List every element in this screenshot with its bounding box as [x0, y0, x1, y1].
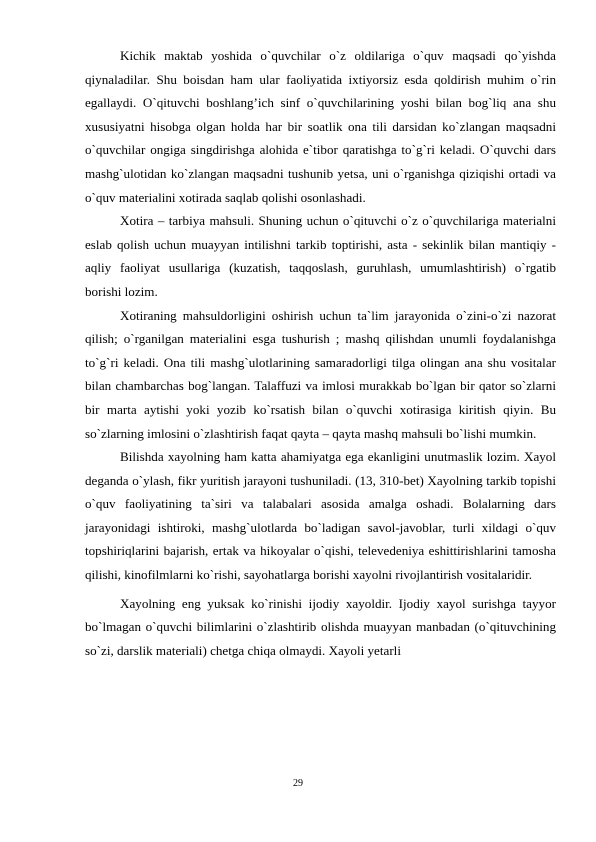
paragraph-memory-upbringing: Xotira – tarbiya mahsuli. Shuning uchun o`qituvchi o`z o`quvchilariga materialni eslab qolish uchun muayyan intilishni tarkib toptirishi, asta - sekinlik bilan mantiqiy - aqliy faoliyat usullariga (kuzatish, taqqoslash, guruhlash, umumlashtirish) o`rgatib borishi lozim. [85, 213, 556, 299]
document-page [85, 44, 556, 662]
paragraph-imagination-role: Bilishda xayolning ham katta ahamiyatga ega ekanligini unutmaslik lozim. Xayol deganda o`ylash, fikr yuritish jarayoni tushuniladi. (13, 310-bet) Xayolning tarkib topishi o`quv faoliyatining ta`siri va talabalari asosida amalga oshadi. Bolalarning dars jarayonidagi ishtiroki, mashg`ulotlarda bo`ladigan savol-javoblar, turli xildagi o`quv topshiriqlarini bajarish, ertak va hikoyalar o`qishi, televedeniya eshittirishlarini tamosha qilishi, kinofilmlarni ko`rishi, sayohatlarga borishi xayolni rivojlantirish vositalaridir. [85, 449, 556, 583]
paragraph-memory-goal: Kichik maktab yoshida o`quvchilar o`z oldilariga o`quv maqsadi qo`yishda qiynaladilar. Shu boisdan ham ular faoliyatida ixtiyorsiz esda qoldirish muhim o`rin egallaydi. O`qituvchi boshlang’ich sinf o`quvchilarining yoshi bilan bog`liq ana shu xususiyatni hisobga olgan holda har bir soatlik ona tili darsidan ko`zlangan maqsadni o`quvchilar ongiga singdirishga alohida e`tibor qaratishga to`g`ri keladi. O`quvchi dars mashg`ulotidan ko`zlangan maqsadni tushunib yetsa, uni o`rganishga qiziqishi ortadi va o`quv materialini xotirada saqlab qolishi osonlashadi. [85, 48, 556, 205]
page-number: 29 [293, 778, 303, 789]
paragraph-memory-productivity: Xotiraning mahsuldorligini oshirish uchun ta`lim jarayonida o`zini-o`zi nazorat qilish; o`rganilgan materialini esga tushurish ; mashq qilishdan unumli foydalanishga to`g`ri keladi. Ona tili mashg`ulotlarining samaradorligi tilga olingan ana shu vositalar bilan chambarchas bog`langan. Talaffuzi va imlosi murakkab bo`lgan bir qator so`zlarni bir marta aytishi yoki yozib ko`rsatish bilan o`quvchi xotirasiga kiritish qiyin. Bu so`zlarning imlosini o`zlashtirish faqat qayta – qayta mashq mahsuli bo`lishi mumkin. [85, 307, 556, 441]
paragraph-creative-imagination: Xayolning eng yuksak ko`rinishi ijodiy xayoldir. Ijodiy xayol surishga tayyor bo`lmagan o`quvchi bilimlarini o`zlashtirib olishda muayyan manbadan (o`qituvchining so`zi, darslik materiali) chetga chiqa olmaydi. Xayoli yetarli [85, 595, 556, 658]
